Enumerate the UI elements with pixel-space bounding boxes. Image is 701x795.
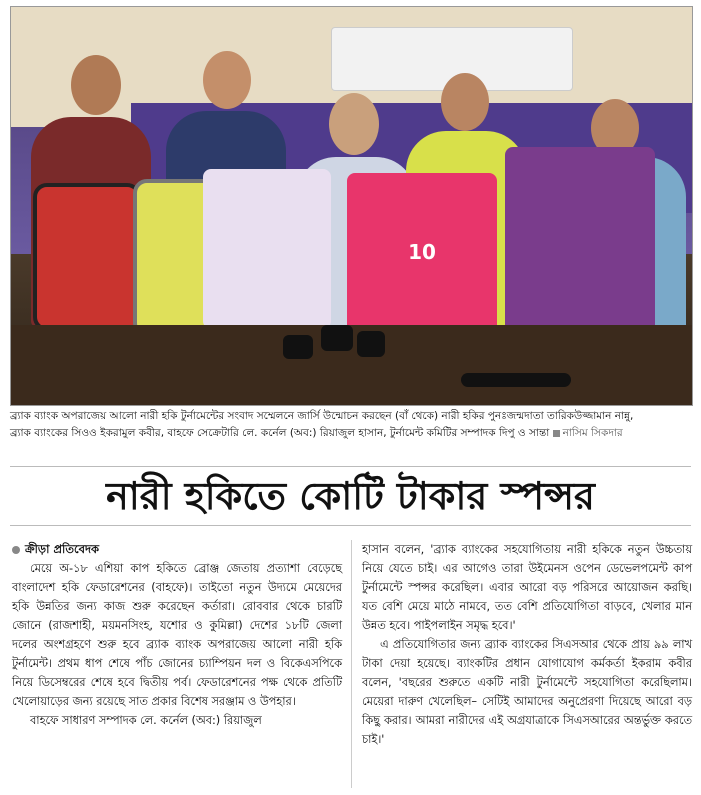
red-backpack — [33, 183, 141, 331]
byline-text: ক্রীড়া প্রতিবেদক — [25, 542, 100, 556]
person-head — [203, 51, 251, 109]
paragraph: হাসান বলেন, 'ব্র্যাক ব্যাংকের সহযোগিতায় নারী হকিকে নতুন উচ্চতায় নিয়ে যেতে চাই। এর আগেও তারা উইমেনস ওপেন ডেভেলপমেন্ট কাপ টুর্নামেন্টে স্পন্সর করেছিল। এবার আরো বড় পরিসরে আয়োজন করছি। যত বেশি মেয়ে মাঠে নামবে, তত বেশি প্রতিযোগিতা বাড়বে, খেলার মান উন্নত হবে। পাইপলাইন সমৃদ্ধ হবে।' — [362, 543, 692, 632]
white-jersey — [203, 169, 331, 329]
purple-jersey — [505, 147, 655, 343]
microphone — [321, 325, 353, 351]
microphone — [357, 331, 385, 357]
credit-square-icon — [553, 430, 560, 437]
jersey-number: 10 — [408, 240, 436, 265]
person-head — [329, 93, 379, 155]
byline — [12, 540, 342, 559]
caption-line-2-text: ব্র্যাক ব্যাংকের সিওও ইকরামুল কবীর, বাহফে সেক্রেটারি লে. কর্নেল (অব:) রিয়াজুল হাসান, টুর্নামেন্ট কমিটির সম্পাদক দিপু ও সান্তা — [10, 427, 550, 439]
paragraph: বাহফে সাধারণ সম্পাদক লে. কর্নেল (অব:) রিয়াজুল — [30, 714, 262, 727]
paragraph: এ প্রতিযোগিতার জন্য ব্র্যাক ব্যাংকের সিএসআর থেকে প্রায় ৯৯ লাখ টাকা দেয়া হয়েছে। ব্যাংকটির প্রধান যোগাযোগ কর্মকর্তা ইকরাম কবীর বলেন, 'বছরের শুরুতে একটি নারী টুর্নামেন্টে সহযোগিতা করেছিলাম। মেয়েরা দারুণ খেলেছিল– সেটিই আমাদের অনুপ্রেরণা দিয়েছে আরো বড় কিছু করার। আমরা নারীদের এই অগ্রযাত্রাকে সিএসআরের অন্তর্ভুক্ত করতে চাই।' — [362, 638, 692, 746]
caption-line-1: ব্র্যাক ব্যাংক অপরাজেয় আলো নারী হকি টুর্নামেন্টের সংবাদ সম্মেলনে জার্সি উন্মোচন করছেন (বাঁ থেকে) নারী হকির পুনঃজন্মদাতা তারিকউজ্জামান নান্নু, — [10, 410, 634, 422]
pink-jersey — [347, 173, 497, 341]
byline-bullet-icon — [12, 546, 20, 554]
column-divider — [351, 540, 352, 788]
photo-credit-name: নাসিম সিকদার — [562, 427, 623, 439]
microphone — [283, 335, 313, 359]
headline: নারী হকিতে কোটি টাকার স্পন্সর — [10, 466, 691, 526]
photo-credit — [553, 427, 623, 439]
paragraph: মেয়ে অ-১৮ এশিয়া কাপ হকিতে ব্রোঞ্জ জেতায় প্রত্যাশা বেড়েছে বাংলাদেশ হকি ফেডারেশনের (বাহফে)। তাইতো নতুন উদ্যমে মেয়েদের হকি উন্নতির জন্য কাজ শুরু করেছেন কর্তারা। রোববার থেকে চারটি জোনে (রাজশাহী, ময়মনসিংহ, যশোর ও কুমিল্লা) দেশের ১৮টি জেলা দলের অংশগ্রহণে শুরু হবে ব্র্যাক ব্যাংক অপরাজেয় আলো নারী হকি টুর্নামেন্ট। প্রথম ধাপ শেষে পাঁচ জোনের চ্যাম্পিয়ন দল ও বিকেএসপিকে নিয়ে ডিসেম্বরের শেষে হবে দ্বিতীয় পর্ব। ফেডারেশনের পক্ষ থেকে প্রতিটি খেলোয়াড়ের জন্য রয়েছে সাত প্রকার বিশেষ সরঞ্জাম ও উপহার। — [12, 562, 342, 708]
microphone — [461, 373, 571, 387]
article-column-left — [12, 540, 342, 730]
caption-line-2 — [10, 425, 691, 442]
article-column-right — [362, 540, 692, 749]
press-conference-photo — [10, 6, 693, 406]
person-head — [71, 55, 121, 115]
photo-caption — [10, 408, 691, 442]
person-head — [441, 73, 489, 131]
